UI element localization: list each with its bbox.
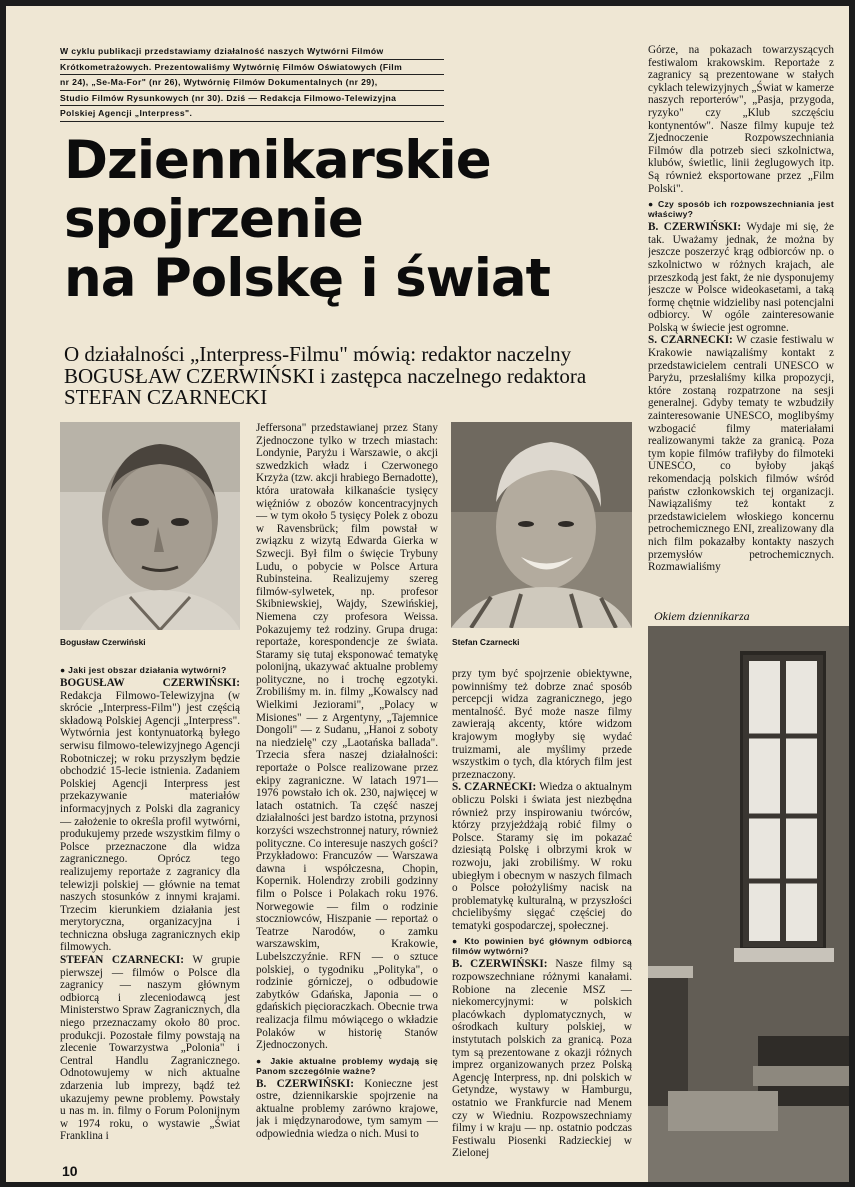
speaker-name: B. CZERWIŃSKI:: [648, 221, 742, 234]
intro-line: W cyklu publikacji przedstawiamy działalność naszych Wytwórni Filmów: [60, 44, 444, 60]
paragraph: [60, 677, 240, 954]
building-window-image: [648, 626, 849, 1182]
interview-question: ● Jaki jest obszar działania wytwórni?: [60, 665, 227, 675]
intro-line: Krótkometrażowych. Prezentowaliśmy Wytwórnię Filmów Oświatowych (Film: [60, 60, 444, 76]
paragraph-text: Nasze filmy są rozpowszechniane różnymi kanałami. Robione na zlecenie MSZ — niekomercyjnymi: w polskich placówkach dyplomatycznych, w ośrodkach kultury polskiej, w instytutach polskich za granicą. Poza tym są prezentowane z okazji różnych imprez organizowanych przez Polską Agencję Interpress, np. dni polskich w Getyndze, wystawy w Hamburgu, ostatnio we Frankfurcie nad Menem czy w Wiedniu. Rozpowszechniamy filmy i w kraju — np. ostatnio podczas Festiwalu Piosenki Radzieckiej w Zielonej: [452, 958, 632, 1160]
paragraph: [648, 221, 834, 334]
speaker-name: B. CZERWIŃSKI:: [256, 1077, 354, 1090]
subtitle-line: O działalności „Interpress-Filmu" mówią: redaktor naczelny: [64, 342, 572, 366]
article-title: [64, 131, 594, 308]
paragraph-text: Górze, na pokazach towarzyszących festiwalom krakowskim. Reportaże z zagranicy są prezentowane w stałych cyklach telewizyjnych „Świat w kamerze naszych reporterów", „Pasja, przygoda, ryzyko" czy „Klub szczęściu kontynentów". Nasze filmy kupuje też Zjednoczenie Rozpowszechniania Filmów dla potrzeb sieci szkolnictwa, klubów, świetlic, linii żeglugowych itp. Są również eksportowane przez „Film Polski".: [648, 44, 834, 195]
interview-question: ● Kto powinien być głównym odbiorcą filmów wytwórni?: [452, 936, 632, 957]
paragraph: [452, 781, 632, 932]
subtitle-line: BOGUSŁAW CZERWIŃSKI i zastępca naczelnego redaktora: [64, 363, 587, 388]
paragraph-text: W grupie pierwszej — filmów o Polsce dla zagranicy — naszym głównym odbiorcą i zleceniodawcą jest Ministerstwo Spraw Zagranicznych, dla niego przeznaczamy około 80 proc. produkcji. Pozostałe filmy powstają na zlecenie Towarzystwa „Polonia" i Central Handlu Zagranicznego. Odnotowujemy w nich aktualne zdarzenia lub imprezy, bądź też ukazujemy pewne problemy. Powstały u nas m. in. filmy o Forum Polonijnym w 1974 roku, o wystawie „Świat Franklina i: [60, 954, 240, 1143]
paragraph-text: przy tym być spojrzenie obiektywne, powinniśmy też dobrze znać sposób percepcji widza zagranicznego, jego mentalność. Być może nasze filmy zawierają akcenty, które widzom krajowym mogłyby się wydać truizmami, ale myślimy przede wszystkim o tych, dla których film jest przeznaczony.: [452, 668, 632, 781]
caption-czarnecki: Stefan Czarnecki: [452, 637, 520, 647]
speaker-name: S. CZARNECKI:: [452, 781, 537, 794]
subtitle-line: STEFAN CZARNECKI: [64, 385, 268, 409]
title-line: spojrzenie: [64, 189, 363, 250]
caption-okiem-dziennikarza: Okiem dziennikarza: [654, 609, 750, 623]
text-column-1: [60, 661, 240, 1161]
text-column-4: [648, 44, 834, 600]
intro-line: nr 24), „Se-Ma-For" (nr 26), Wytwórnię Filmów Dokumentalnych (nr 29),: [60, 75, 444, 91]
portrait-photo-czarnecki: [451, 422, 632, 628]
caption-czerwinski: Bogusław Czerwiński: [60, 637, 146, 647]
paragraph-text: Wydaje mi się, że tak. Uważamy jednak, że można by jeszcze poszerzyć krąg odbiorców np. o szkolnictwo w różnych krajach, ale przeszkodą jest fakt, że nie dysponujemy jeszcze w Polsce wideokasetami, a taką formę chętnie widzieliby nasi potencjalni odbiorcy. W ogóle zainteresowanie Polską w świecie jest ogromne.: [648, 221, 834, 334]
speaker-name: BOGUSŁAW CZERWIŃSKI:: [60, 677, 240, 689]
speaker-name: S. CZARNECKI:: [648, 334, 733, 347]
title-line: na Polskę i świat: [64, 248, 550, 309]
paragraph: [452, 958, 632, 1160]
intro-box: [60, 44, 444, 122]
title-line: Dziennikarskie: [64, 130, 491, 191]
paragraph-text: Wiedza o aktualnym obliczu Polski i świata jest niezbędna również przy inspirowaniu twórców, którzy przyjeżdżają robić filmy o Polsce. Staramy się im pokazać dziesiątą Polskę i olbrzymi krok w rozwoju, jaki zrobiliśmy. W roku ubiegłym i obecnym w naszych filmach o Polsce położyliśmy nacisk na problematykę kulturalną, w przyszłości chcielibyśmy sięgać częściej do tematyki gospodarczej, społecznej.: [452, 781, 632, 932]
speaker-name: STEFAN CZARNECKI:: [60, 954, 185, 967]
paragraph-text: W czasie festiwalu w Krakowie nawiązaliśmy kontakt z przedstawicielem centrali UNESCO w Paryżu, przesłaliśmy kilka propozycji, które zostaną rozpatrzone na sesji generalnej. Gdyby tematy te wzbudziły zainteresowanie UNESCO, moglibyśmy wzbogacić filmy materiałami realizowanymi także za granicą. Poza tym kopie filmów trafiłyby do filmoteki UNESCO, co byłoby jakąś rekomendacją polskich filmów wśród państw członkowskich tej organizacji. Nawiązaliśmy też kontakt z przedstawicielem włoskiego koncernu petrochemicznego ENI, zrealizowany dla nich film pokazałby kontakty naszych przemysłów petrochemicznych. Rozmawialiśmy: [648, 334, 834, 574]
intro-line: Studio Filmów Rysunkowych (nr 30). Dziś — Redakcja Filmowo-Telewizyjna: [60, 91, 444, 107]
portrait-czarnecki-image: [451, 422, 632, 628]
paragraph-text: Konieczne jest ostre, dziennikarskie spojrzenie na aktualne problemy zarówno krajowe, jak i międzynarodowe, tym samym — odpowiednia wiedza o nich. Musi to: [256, 1077, 438, 1141]
paragraph-text: Jeffersona" przedstawianej przez Stany Zjednoczone tylko w trzech miastach: Londynie, Paryżu i Warszawie, o akcji szwedzkich władz i Czerwonego Krzyża (tzw. akcji hrabiego Bernadotte), która uratowała kilkanaście tysięcy więźniów z obozów koncentracyjnych — w tym około 5 tysięcy Polek z obozu w Ravensbrück; film powstał w związku z wizytą Edwarda Gierka w Szwecji. Był film o święcie Trybuny Ludu, o pobycie w Polsce Artura Rubinsteina. Realizujemy szereg filmów-sylwetek, np. profesor Skibniewskiej, Wajdy, Szewińskiej, Niemena czy profesora Weissa. Pokazujemy też rodziny. Grupa druga: reportaże, korespondencje ze świata. Staramy się tutaj eksponować tematykę polonijną, ukazywać aktualne problemy polityczne, no i trochę egzotyki. Zrobiliśmy m. in. filmy „Kowalscy nad Wielkimi Jeziorami", „Polacy w Misiones" — z Argentyny, „Tajemnice Dongoli" — z Sudanu, „Hanoi z soboty na niedzielę" czy „Laotańska ballada". Trzecia sfera naszej działalności: reportaże o Polsce realizowane przez ekipy zagraniczne. W latach 1971—1976 powstało ich ok. 230, najwięcej w latach ostatnich. Ta część naszej działalności jest bardzo istotna, przynosi korzyści wszechstronnej natury, również polityczne. Co interesuje naszych gości? Przykładowo: Francuzów — Warszawa dawna i współczesna, Chopin, Kopernik. Holendrzy zrobili godzinny film o Polsce i Polakach roku 1976. Norwegowie — film o rodzinie stoczniowców, Hiszpanie — reportaż o Teatrze Narodów, o zamku warszawskim, Krakowie, Lubelszczyźnie. RFN — o sztuce polskiej, o tygodniku „Polityka", o rodzinie górniczej, o odbudowie zabytków Gdańska, Japonia — o gdańskich pięcioraczkach. Obecnie trwa realizacja filmu mówiącego o wkładzie Polaków w historię Stanów Zjednoczonych.: [256, 422, 438, 1052]
interview-question: ● Jakie aktualne problemy wydają się Panom szczególnie ważne?: [256, 1055, 438, 1076]
text-column-3: [452, 668, 632, 1160]
article-subtitle: [64, 344, 644, 409]
portrait-photo-czerwinski: [60, 422, 240, 630]
paragraph: [256, 1078, 438, 1141]
interview-question: ● Czy sposób ich rozpowszechniania jest właściwy?: [648, 199, 834, 220]
paragraph: [60, 954, 240, 1143]
magazine-page: [6, 6, 849, 1182]
speaker-name: B. CZERWIŃSKI:: [452, 958, 548, 971]
building-window-photo: [648, 626, 849, 1182]
portrait-czerwinski-image: [60, 422, 240, 630]
paragraph: [648, 334, 834, 573]
page-number: 10: [62, 1163, 78, 1179]
intro-line: Polskiej Agencji „Interpress".: [60, 106, 444, 122]
paragraph-text: Redakcja Filmowo-Telewizyjna (w skrócie „Interpress-Film") jest częścią składową Polskiej Agencji „Interpress". Wytwórnia jest kontynuatorką byłego serwisu filmowo-telewizyjnego Agencji Robotniczej; w roku przyszłym będzie obchodzić 15-lecie istnienia. Zadaniem Polskiej Agencji Interpress jest przekazywanie materiałów informacyjnych z Polski dla zagranicy — założenie to określa profil wytwórni, produkujemy przede wszystkim filmy o Polsce przeznaczone dla widza zagranicznego. Oprócz tego realizujemy reportaże z zagranicy dla telewizji polskiej — głównie na temat naszych stosunków z innymi krajami. Trzecim kierunkiem działania jest merytoryczna, organizacyjna i techniczna obsługa zagranicznych ekip filmowych.: [60, 689, 240, 954]
text-column-2: [256, 422, 438, 1160]
